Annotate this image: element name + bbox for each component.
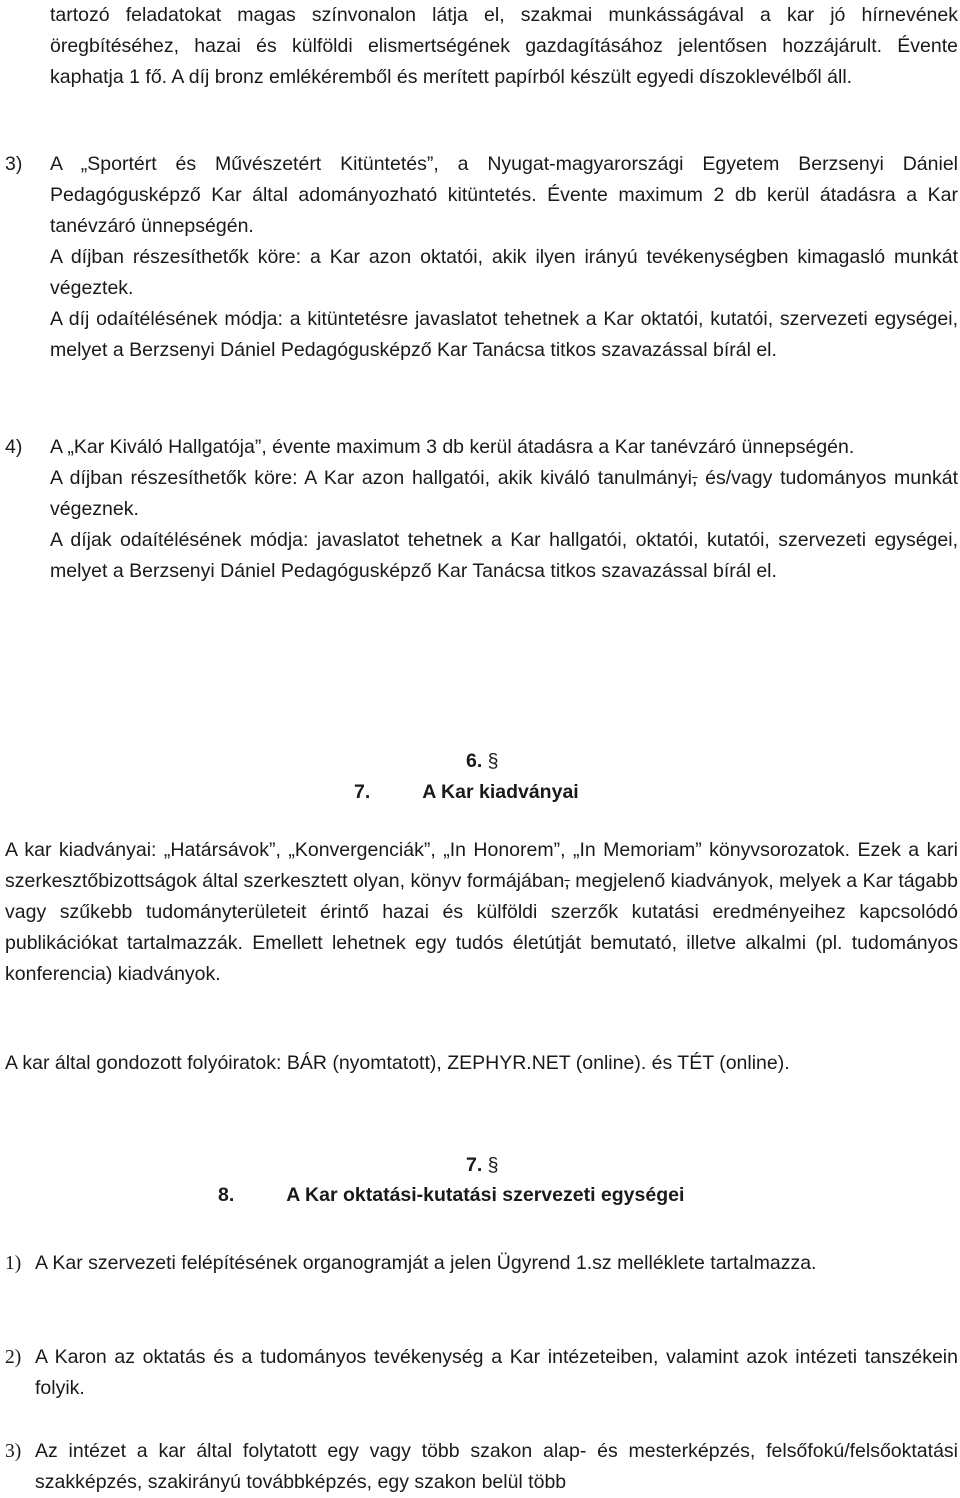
item-number: 3) [5, 153, 23, 175]
section-7-heading [354, 777, 579, 808]
deleted-text: , [692, 467, 698, 489]
section-8-heading [218, 1180, 684, 1211]
section-7-paragraph-1: A kar kiadványai: „Határsávok”, „Konvergenciák”, „In Honorem”, „In Memoriam” könyvsorozatok. Ezek a kari szerkesztőbizottságok által szerkesztett olyan, könyv formájában, megjelenő kiadványok, melyek a Kar tágabb vagy szűkebb tudományterületeit érintő hazai és külföldi szerzők kutatási eredményeihez kapcsolódó publikációkat tartalmazzák. Emellett lehetnek egy tudós életútját bemutató, illetve alkalmi (pl. tudományos konferencia) kiadványok. [5, 839, 959, 985]
item-4-p3: A díjak odaítélésének módja: javaslatot tehetnek a Kar hallgatói, oktatói, kutatói, szervezeti egységei, melyet a Berzsenyi Dániel Pedagógusképző Kar Tanácsa titkos szavazással bírál el. [50, 529, 958, 582]
section-number: 8. [218, 1184, 235, 1206]
item-4 [5, 432, 958, 587]
item-number: 4) [5, 436, 23, 458]
item-4-p2: A díjban részesíthetők köre: A Kar azon hallgatói, akik kiváló tanulmányi, és/vagy tudományos munkát végeznek. [50, 467, 958, 520]
section-title: A Kar kiadványai [422, 781, 579, 803]
section-8-item-2: 2) A Karon az oktatás és a tudományos tevékenység a Kar intézeteiben, valamint azok intézeti tanszékein folyik. [5, 1342, 958, 1404]
section-number: 7. [354, 781, 371, 803]
intro-paragraph: tartozó feladatokat magas színvonalon látja el, szakmai munkásságával a kar jó hírnevének öregbítéséhez, hazai és külföldi elismertségének gazdagításához jelentősen hozzájárult. Évente kaphatja 1 fő. A díj bronz emlékéremből és merített papírból készült egyedi díszoklevélből áll. [50, 4, 958, 88]
section-title: A Kar oktatási-kutatási szervezeti egységei [286, 1184, 685, 1206]
item-number: 3) [5, 1441, 22, 1462]
deleted-text: , [564, 870, 570, 892]
item-3-p1: A „Sportért és Művészetért Kitüntetés”, a Nyugat-magyarországi Egyetem Berzsenyi Dániel Pedagógusképző Kar által adományozható kitüntetés. Évente maximum 2 db kerül átadásra a Kar tanévzáró ünnepségén. [50, 153, 958, 237]
item-number: 1) [5, 1253, 22, 1274]
section-8-item-1: 1) A Kar szervezeti felépítésének organogramját a jelen Ügyrend 1.sz melléklete tartalmazza. [5, 1248, 958, 1279]
item-4-p1: A „Kar Kiváló Hallgatója”, évente maximum 3 db kerül átadásra a Kar tanévzáró ünnepségén. [50, 436, 855, 458]
item-3-p2: A díjban részesíthetők köre: a Kar azon oktatói, akik ilyen irányú tevékenységben kimagasló munkát végeztek. [50, 246, 958, 299]
item-3-p3: A díj odaítélésének módja: a kitüntetésre javaslatot tehetnek a Kar oktatói, kutatói, szervezeti egységei, melyet a Berzsenyi Dániel Pedagógusképző Kar Tanácsa titkos szavazással bírál el. [50, 308, 958, 361]
section-8-item-3: 3) Az intézet a kar által folytatott egy vagy több szakon alap- és mesterképzés, felsőfokú/felsőoktatási szakképzés, szakirányú továbbképzés, egy szakon belül több [5, 1436, 958, 1498]
item-3 [5, 149, 958, 366]
section-7-paragraph-2: A kar által gondozott folyóiratok: BÁR (nyomtatott), ZEPHYR.NET (online). és TÉT (online). [5, 1052, 790, 1074]
item-number: 2) [5, 1347, 22, 1368]
section-7-old-number: 6. § [466, 750, 499, 772]
section-8-old-number: 7. § [466, 1154, 499, 1176]
